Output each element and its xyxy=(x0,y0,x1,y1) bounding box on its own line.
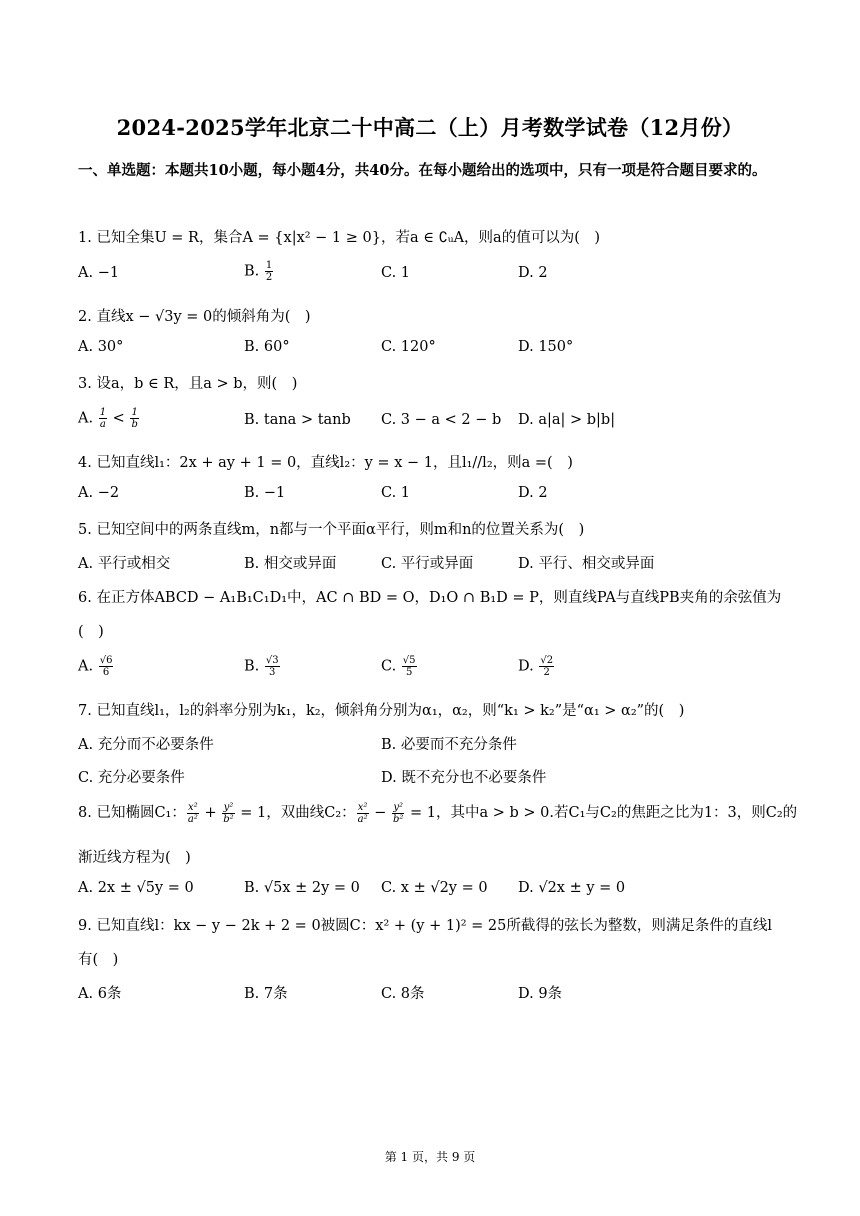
q2-option-d: D. 150° xyxy=(518,339,574,355)
q3-option-b: B. tana > tanb xyxy=(244,412,351,428)
q5-option-b: B. 相交或异面 xyxy=(244,556,337,572)
question-4-stem: 4. 已知直线l₁：2x + ay + 1 = 0，直线l₂：y = x − 1，且l₁//l₂，则a =( ) xyxy=(78,455,573,471)
q3-option-a-relation: < xyxy=(108,410,130,427)
q7-option-b: B. 必要而不充分条件 xyxy=(381,737,517,753)
q8-option-b: B. √5x ± 2y = 0 xyxy=(244,880,360,896)
section-heading: 一、单选题：本题共10小题，每小题4分，共40分。在每小题给出的选项中，只有一项是符合题目要求的。 xyxy=(78,162,767,179)
q7-option-c: C. 充分必要条件 xyxy=(78,770,185,786)
q6-option-d xyxy=(518,655,555,678)
q8-plus: + xyxy=(199,805,222,821)
fraction-numerator: 1 xyxy=(265,260,273,271)
fraction-numerator: x² xyxy=(188,801,198,813)
fraction-denominator: b² xyxy=(223,813,234,825)
fraction-numerator: 1 xyxy=(131,407,138,418)
question-9-stem-cont: 有( ) xyxy=(78,952,119,968)
q2-option-b: B. 60° xyxy=(244,339,290,355)
q9-option-a: A. 6条 xyxy=(78,986,122,1002)
question-3-stem: 3. 设a，b ∈ R，且a > b，则( ) xyxy=(78,376,298,392)
q8-fraction-x2-a2 xyxy=(187,802,199,825)
q8-fraction-y2-b2-hyperbola xyxy=(392,802,404,825)
q6-option-b xyxy=(244,655,281,678)
question-2-stem: 2. 直线x − √3y = 0的倾斜角为( ) xyxy=(78,309,311,325)
q1-option-b xyxy=(244,260,274,283)
question-8-stem-cont: 渐近线方程为( ) xyxy=(78,850,191,866)
q5-option-a: A. 平行或相交 xyxy=(78,556,171,572)
q4-option-a: A. −2 xyxy=(78,485,120,501)
fraction-numerator: y² xyxy=(393,801,404,813)
q8-minus: − xyxy=(369,805,391,821)
q1-option-b-prefix: B. xyxy=(244,263,264,280)
fraction-denominator: 5 xyxy=(405,667,413,678)
fraction-denominator: a xyxy=(99,419,106,430)
q3-option-a xyxy=(78,407,140,430)
q6-option-c xyxy=(381,655,418,678)
page-footer: 第 1 页，共 9 页 xyxy=(384,1150,476,1164)
q6-option-a xyxy=(78,655,114,678)
q3-option-c: C. 3 − a < 2 − b xyxy=(381,412,502,428)
q6-option-b-fraction xyxy=(265,655,280,678)
q4-option-b: B. −1 xyxy=(244,485,286,501)
q3-option-d: D. a|a| > b|b| xyxy=(518,412,616,428)
q9-option-b: B. 7条 xyxy=(244,986,288,1002)
q8-stem-part-b: = 1，双曲线C₂： xyxy=(235,805,356,821)
q2-option-a: A. 30° xyxy=(78,339,124,355)
q6-option-c-fraction xyxy=(402,655,417,678)
question-6-stem-cont: ( ) xyxy=(78,624,104,640)
q6-option-b-prefix: B. xyxy=(244,658,264,675)
question-9-stem: 9. 已知直线l：kx − y − 2k + 2 = 0被圆C：x² + (y + 1)² = 25所截得的弦长为整数，则满足条件的直线l xyxy=(78,918,772,934)
question-6-stem: 6. 在正方体ABCD − A₁B₁C₁D₁中，AC ∩ BD = O，D₁O ∩ B₁D = P，则直线PA与直线PB夹角的余弦值为 xyxy=(78,590,782,606)
q8-option-a: A. 2x ± √5y = 0 xyxy=(78,880,194,896)
q4-option-c: C. 1 xyxy=(381,485,411,501)
q5-option-c: C. 平行或异面 xyxy=(381,556,474,572)
fraction-denominator: 2 xyxy=(543,667,550,678)
q6-option-c-prefix: C. xyxy=(381,658,401,675)
q7-option-d: D. 既不充分也不必要条件 xyxy=(381,770,547,786)
q1-option-c: C. 1 xyxy=(381,265,411,281)
q1-option-a: A. −1 xyxy=(78,265,120,281)
fraction-denominator: 2 xyxy=(265,272,273,283)
fraction-denominator: 6 xyxy=(102,667,110,678)
question-8-stem xyxy=(78,801,797,825)
q6-option-a-fraction xyxy=(99,655,114,678)
q3-option-a-fraction-1 xyxy=(99,407,107,430)
q4-option-d: D. 2 xyxy=(518,485,548,501)
q8-option-c: C. x ± √2y = 0 xyxy=(381,880,488,896)
fraction-numerator: √6 xyxy=(99,655,113,666)
fraction-denominator: a² xyxy=(187,813,198,825)
fraction-denominator: a² xyxy=(357,813,368,825)
q6-option-d-fraction xyxy=(539,655,554,678)
q1-option-b-fraction xyxy=(265,260,273,283)
question-1-stem: 1. 已知全集U = R，集合A = {x|x² − 1 ≥ 0}，若a ∈ ∁ᵤA，则a的值可以为( ) xyxy=(78,230,601,246)
q8-fraction-x2-a2-hyperbola xyxy=(357,802,369,825)
q1-option-d: D. 2 xyxy=(518,265,548,281)
q8-fraction-y2-b2 xyxy=(222,802,234,825)
q8-option-d: D. √2x ± y = 0 xyxy=(518,880,626,896)
question-5-stem: 5. 已知空间中的两条直线m，n都与一个平面α平行，则m和n的位置关系为( ) xyxy=(78,522,585,538)
q6-option-d-prefix: D. xyxy=(518,658,539,675)
fraction-numerator: √3 xyxy=(265,655,279,666)
q9-option-c: C. 8条 xyxy=(381,986,425,1002)
fraction-denominator: b xyxy=(131,419,138,430)
q2-option-c: C. 120° xyxy=(381,339,436,355)
fraction-numerator: y² xyxy=(223,801,234,813)
q8-stem-part-c: = 1，其中a > b > 0.若C₁与C₂的焦距之比为1：3，则C₂的 xyxy=(405,805,798,821)
fraction-numerator: √2 xyxy=(540,655,554,666)
q3-option-a-prefix: A. xyxy=(78,410,98,427)
q7-option-a: A. 充分而不必要条件 xyxy=(78,737,214,753)
q8-stem-part-a: 8. 已知椭圆C₁： xyxy=(78,805,186,821)
q6-option-a-prefix: A. xyxy=(78,658,98,675)
fraction-denominator: 3 xyxy=(269,667,276,678)
fraction-numerator: x² xyxy=(357,801,368,813)
fraction-numerator: 1 xyxy=(99,407,107,418)
q3-option-a-fraction-2 xyxy=(130,407,138,430)
page-title: 2024-2025学年北京二十中高二（上）月考数学试卷（12月份） xyxy=(116,115,744,140)
fraction-denominator: b² xyxy=(393,813,404,825)
q5-option-d: D. 平行、相交或异面 xyxy=(518,556,655,572)
fraction-numerator: √5 xyxy=(402,655,416,666)
question-7-stem: 7. 已知直线l₁，l₂的斜率分别为k₁，k₂，倾斜角分别为α₁，α₂，则“k₁ > k₂”是“α₁ > α₂”的( ) xyxy=(78,703,685,719)
q9-option-d: D. 9条 xyxy=(518,986,563,1002)
